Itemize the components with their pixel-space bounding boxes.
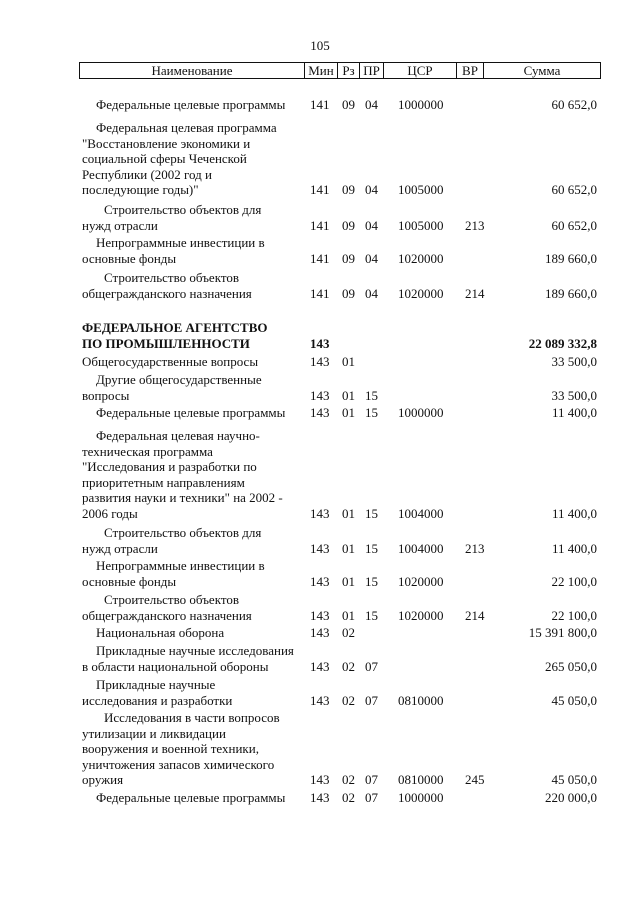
table-row xyxy=(0,643,640,674)
table-row xyxy=(0,372,640,403)
row-vr: 245 xyxy=(465,772,485,787)
row-pr: 15 xyxy=(365,607,378,623)
table-row xyxy=(0,710,640,788)
row-sum: 45 050,0 xyxy=(551,772,597,787)
table-row xyxy=(0,525,640,556)
row-csr: 1005000 xyxy=(398,217,444,233)
row-sum: 220 000,0 xyxy=(545,790,597,805)
row-min: 141 xyxy=(310,182,330,197)
table-row xyxy=(0,790,640,806)
row-pr: 04 xyxy=(365,250,378,266)
row-pr: 07 xyxy=(365,658,378,674)
row-min: 143 xyxy=(310,505,330,521)
row-sum: 22 089 332,8 xyxy=(528,335,597,351)
table-row xyxy=(0,558,640,589)
row-pr: 04 xyxy=(365,182,378,197)
row-rz: 02 xyxy=(342,692,355,708)
row-min: 143 xyxy=(310,625,330,640)
row-csr: 1004000 xyxy=(398,505,444,521)
row-vr: 213 xyxy=(465,540,485,556)
row-rz: 02 xyxy=(342,658,355,674)
row-name: Федеральная целевая научно- техническая программа "Исследования и разработки по приоритетным направлениям развития науки и техники" на 2002 - 2006 годы xyxy=(82,428,283,521)
row-rz: 01 xyxy=(342,505,355,521)
table-row xyxy=(0,202,640,233)
row-sum: 22 100,0 xyxy=(551,607,597,623)
table-row xyxy=(0,354,640,370)
row-csr: 1000000 xyxy=(398,405,444,420)
row-pr: 15 xyxy=(365,540,378,556)
row-name: Строительство объектов для нужд отрасли xyxy=(82,525,262,556)
row-sum: 33 500,0 xyxy=(551,354,597,369)
row-rz: 01 xyxy=(342,607,355,623)
row-csr: 0810000 xyxy=(398,692,444,708)
row-rz: 09 xyxy=(342,182,355,197)
row-vr: 214 xyxy=(465,285,485,301)
row-name: Исследования в части вопросов утилизации и ликвидации вооружения и военной техники, уничтожения запасов химического оружия xyxy=(82,710,280,787)
row-csr: 1020000 xyxy=(398,607,444,623)
row-pr: 07 xyxy=(365,772,378,787)
row-min: 141 xyxy=(310,97,330,112)
row-sum: 189 660,0 xyxy=(545,285,597,301)
table-row xyxy=(0,677,640,708)
row-rz: 02 xyxy=(342,772,355,787)
row-sum: 11 400,0 xyxy=(551,540,597,556)
table-row xyxy=(0,270,640,301)
row-rz: 09 xyxy=(342,217,355,233)
row-pr: 15 xyxy=(365,573,378,589)
row-name: Федеральные целевые программы xyxy=(96,405,286,420)
table-row xyxy=(0,428,640,521)
row-min: 141 xyxy=(310,217,330,233)
row-rz: 09 xyxy=(342,285,355,301)
row-pr: 15 xyxy=(365,405,378,420)
table-row xyxy=(0,97,640,113)
row-sum: 60 652,0 xyxy=(551,217,597,233)
row-sum: 15 391 800,0 xyxy=(528,625,597,640)
row-pr: 07 xyxy=(365,790,378,805)
row-rz: 02 xyxy=(342,790,355,805)
header-rz: Рз xyxy=(338,63,360,78)
row-pr: 04 xyxy=(365,217,378,233)
row-name: Национальная оборона xyxy=(96,625,225,640)
row-rz: 01 xyxy=(342,540,355,556)
row-rz: 09 xyxy=(342,250,355,266)
row-min: 141 xyxy=(310,250,330,266)
row-rz: 01 xyxy=(342,354,355,369)
row-name: Прикладные научные исследования в области национальной обороны xyxy=(82,643,294,674)
row-csr: 1020000 xyxy=(398,285,444,301)
header-sum: Сумма xyxy=(523,63,561,78)
row-sum: 60 652,0 xyxy=(551,182,597,197)
row-sum: 45 050,0 xyxy=(551,692,597,708)
row-vr: 213 xyxy=(465,217,485,233)
row-name: ФЕДЕРАЛЬНОЕ АГЕНТСТВО ПО ПРОМЫШЛЕННОСТИ xyxy=(82,320,268,351)
header-vr: ВР xyxy=(457,63,484,78)
table-header xyxy=(79,62,601,79)
row-min: 143 xyxy=(310,658,330,674)
table-row xyxy=(0,120,640,198)
row-csr: 0810000 xyxy=(398,772,444,787)
row-name: Другие общегосударственные вопросы xyxy=(82,372,262,403)
row-pr: 04 xyxy=(365,285,378,301)
table-row xyxy=(0,320,640,351)
row-rz: 01 xyxy=(342,387,355,403)
row-name: Строительство объектов общегражданского назначения xyxy=(82,270,252,301)
row-sum: 60 652,0 xyxy=(551,97,597,112)
row-name: Непрограммные инвестиции в основные фонды xyxy=(82,235,265,266)
row-min: 143 xyxy=(310,692,330,708)
row-name: Федеральные целевые программы xyxy=(96,790,286,805)
row-rz: 01 xyxy=(342,573,355,589)
table-row xyxy=(0,625,640,641)
row-min: 143 xyxy=(310,573,330,589)
row-min: 143 xyxy=(310,607,330,623)
header-name: Наименование xyxy=(80,63,305,78)
row-min: 143 xyxy=(310,387,330,403)
row-rz: 01 xyxy=(342,405,355,420)
row-name: Прикладные научные исследования и разработки xyxy=(82,677,233,708)
row-min: 143 xyxy=(310,790,330,805)
row-pr: 07 xyxy=(365,692,378,708)
row-name: Федеральные целевые программы xyxy=(96,97,286,112)
row-pr: 04 xyxy=(365,97,378,112)
row-min: 143 xyxy=(310,772,330,787)
row-name: Общегосударственные вопросы xyxy=(82,354,259,369)
row-name: Непрограммные инвестиции в основные фонды xyxy=(82,558,265,589)
header-pr: ПР xyxy=(360,63,384,78)
row-rz: 09 xyxy=(342,97,355,112)
row-min: 143 xyxy=(310,354,330,369)
row-sum: 11 400,0 xyxy=(551,505,597,521)
row-min: 143 xyxy=(310,540,330,556)
row-sum: 22 100,0 xyxy=(551,573,597,589)
row-name: Федеральная целевая программа "Восстановление экономики и социальной сферы Чеченской Республики (2002 год и последующие годы)" xyxy=(82,120,277,197)
row-csr: 1005000 xyxy=(398,182,444,197)
row-pr: 15 xyxy=(365,387,378,403)
row-sum: 33 500,0 xyxy=(551,387,597,403)
row-pr: 15 xyxy=(365,505,378,521)
row-min: 143 xyxy=(310,335,330,351)
row-rz: 02 xyxy=(342,625,355,640)
row-csr: 1000000 xyxy=(398,790,444,805)
row-csr: 1020000 xyxy=(398,250,444,266)
table-row xyxy=(0,405,640,421)
table-row xyxy=(0,592,640,623)
row-sum: 189 660,0 xyxy=(545,250,597,266)
row-csr: 1000000 xyxy=(398,97,444,112)
header-min: Мин xyxy=(305,63,338,78)
row-min: 143 xyxy=(310,405,330,420)
page-number: 105 xyxy=(310,38,330,53)
row-vr: 214 xyxy=(465,607,485,623)
header-csr: ЦСР xyxy=(384,63,457,78)
row-min: 141 xyxy=(310,285,330,301)
row-name: Строительство объектов общегражданского назначения xyxy=(82,592,252,623)
row-csr: 1020000 xyxy=(398,573,444,589)
row-name: Строительство объектов для нужд отрасли xyxy=(82,202,262,233)
row-csr: 1004000 xyxy=(398,540,444,556)
row-sum: 265 050,0 xyxy=(545,658,597,674)
table-row xyxy=(0,235,640,266)
row-sum: 11 400,0 xyxy=(551,405,597,420)
